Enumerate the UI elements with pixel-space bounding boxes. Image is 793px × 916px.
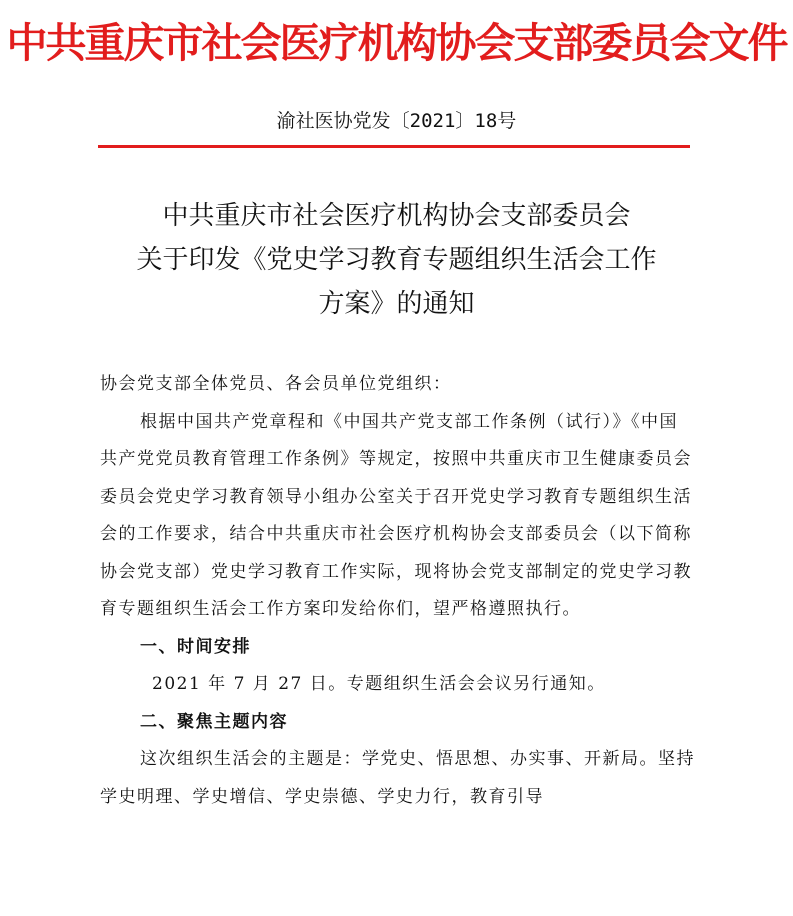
document-masthead: 中共重庆市社会医疗机构协会支部委员会文件 <box>6 19 787 67</box>
section-text-schedule: 2021 年 7 月 27 日。专题组织生活会会议另行通知。 <box>152 674 606 694</box>
title-line-1: 中共重庆市社会医疗机构协会支部委员会 <box>162 201 631 231</box>
section-text-theme: 这次组织生活会的主题是：学党史、悟思想、办实事、开新局。坚持学史明理、学史增信、学史崇德、学史力行，教育引导 <box>100 749 695 807</box>
salutation: 协会党支部全体党员、各会员单位党组织： <box>100 374 452 394</box>
title-line-3: 方案》的通知 <box>318 289 475 319</box>
red-divider <box>98 145 690 148</box>
document-title <box>0 194 793 326</box>
title-line-2: 关于印发《党史学习教育专题组织生活会工作 <box>136 245 657 275</box>
section-heading-theme: 二、聚焦主题内容 <box>140 711 288 732</box>
paragraph-intro: 根据中国共产党章程和《中国共产党支部工作条例（试行）》《中国共产党党员教育管理工作条例》等规定，按照中共重庆市卫生健康委员会委员会党史学习教育领导小组办公室关于召开党史学习教育专题组织生活会的工作要求，结合中共重庆市社会医疗机构协会支部委员会（以下简称协会党支部）党史学习教育工作实际，现将协会党支部制定的党史学习教育专题组织生活会工作方案印发给你们，望严格遵照执行。 <box>100 411 692 619</box>
section-heading-schedule: 一、时间安排 <box>140 636 251 657</box>
document-number: 渝社医协党发〔2021〕18号 <box>276 110 517 132</box>
document-body <box>100 366 696 816</box>
